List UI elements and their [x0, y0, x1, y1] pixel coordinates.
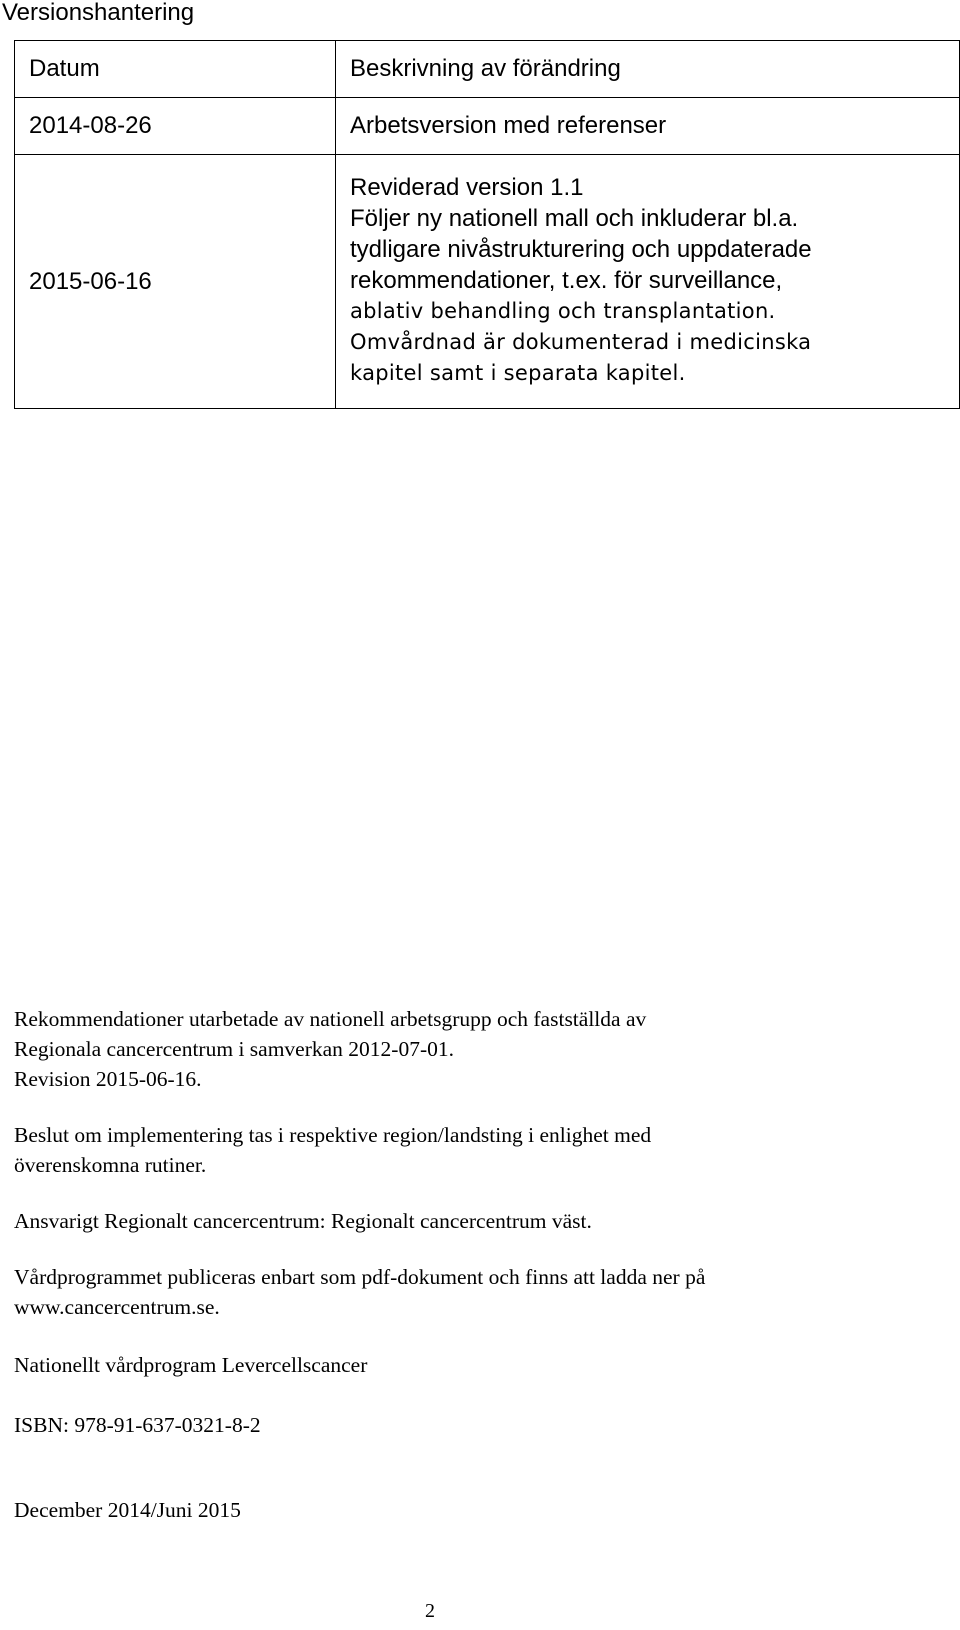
row-date: 2015-06-16 [15, 155, 336, 409]
program-title [14, 1350, 944, 1380]
table-header-row [15, 41, 960, 98]
description-line: Följer ny nationell mall och inkluderar bl.a. [350, 205, 799, 232]
row-description [336, 155, 960, 409]
version-table [14, 40, 960, 409]
text-line: December 2014/Juni 2015 [14, 1498, 241, 1522]
text-line: Revision 2015-06-16. [14, 1067, 202, 1091]
table-row [15, 155, 960, 409]
description-line: ablativ behandling och transplantation. [350, 299, 776, 323]
description-line: tydligare nivåstrukturering och uppdaterade [350, 236, 812, 263]
approval-paragraph [14, 1004, 944, 1094]
description-line: kapitel samt i separata kapitel. [350, 361, 686, 385]
description-line: rekommendationer, t.ex. för surveillance, [350, 267, 783, 294]
page-number: 2 [425, 1600, 435, 1622]
text-line: Beslut om implementering tas i respektive region/landsting i enlighet med [14, 1123, 652, 1147]
header-date: Datum [15, 41, 336, 98]
text-line: Ansvarigt Regionalt cancercentrum: Regionalt cancercentrum väst. [14, 1209, 592, 1233]
description-line: Reviderad version 1.1 [350, 174, 584, 201]
header-description: Beskrivning av förändring [336, 41, 960, 98]
text-line: Vårdprogrammet publiceras enbart som pdf-dokument och finns att ladda ner på [14, 1265, 706, 1289]
text-line: Regionala cancercentrum i samverkan 2012-07-01. [14, 1037, 454, 1061]
row-date: 2014-08-26 [15, 98, 336, 155]
text-line: Rekommendationer utarbetade av nationell arbetsgrupp och fastställda av [14, 1007, 647, 1031]
table-row [15, 98, 960, 155]
text-line: Nationellt vårdprogram Levercellscancer [14, 1353, 368, 1377]
isbn-line [14, 1410, 944, 1440]
date-line [14, 1495, 944, 1525]
text-line: överenskomna rutiner. [14, 1153, 207, 1177]
publication-paragraph [14, 1262, 944, 1322]
implementation-paragraph [14, 1120, 944, 1180]
responsible-paragraph [14, 1206, 944, 1236]
description-line: Omvårdnad är dokumenterad i medicinska [350, 330, 812, 354]
row-description: Arbetsversion med referenser [336, 98, 960, 155]
page-heading: Versionshantering [2, 0, 195, 26]
text-line: www.cancercentrum.se. [14, 1295, 220, 1319]
text-line: ISBN: 978-91-637-0321-8-2 [14, 1413, 261, 1437]
